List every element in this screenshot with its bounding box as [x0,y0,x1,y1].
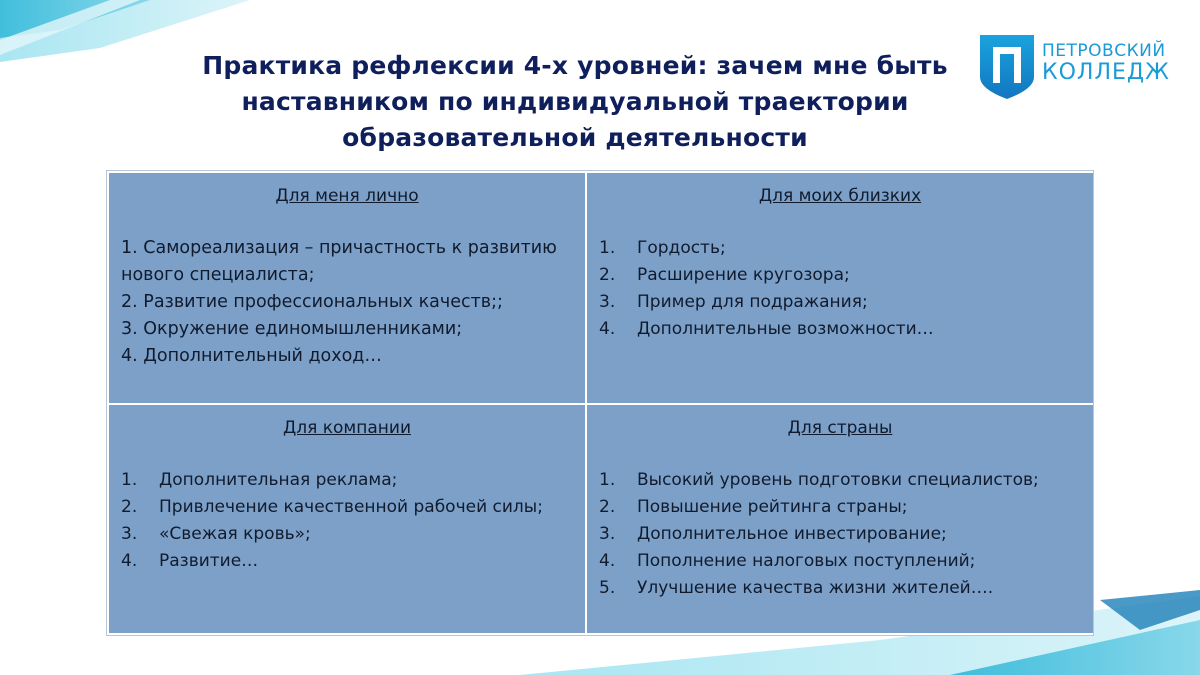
list-item: 2. Привлечение качественной рабочей силы; [121,497,543,517]
cell-personal [109,173,585,403]
family-list [599,235,1081,343]
country-list [599,467,1081,602]
cell-heading: Для меня лично [275,186,419,206]
list-item: 2. Повышение рейтинга страны; [599,497,908,517]
list-item: 1. Гордость; [599,238,726,258]
company-list [121,467,573,575]
list-item: 4. Дополнительные возможности… [599,319,934,339]
list-item: 2. Развитие профессиональных качеств;; [121,292,503,312]
list-item: 5. Улучшение качества жизни жителей…. [599,578,994,598]
list-item: 2. Расширение кругозора; [599,265,850,285]
title-line-2: наставником по индивидуальной траектории [241,87,909,116]
cell-heading: Для страны [787,418,893,438]
list-item: 3. Окружение единомышленниками; [121,319,463,339]
list-item: 4. Пополнение налоговых поступлений; [599,551,976,571]
shield-logo-icon [978,33,1036,101]
list-item: 4. Дополнительный доход… [121,346,382,366]
cell-company [109,405,585,633]
title-line-1: Практика рефлексии 4-х уровней: зачем мне быть [202,51,948,80]
reflection-table [106,170,1094,636]
list-item: 1. Дополнительная реклама; [121,470,398,490]
list-item: 1. Самореализация – причастность к развитию нового специалиста; [121,238,557,285]
list-item: 3. Дополнительное инвестирование; [599,524,947,544]
list-item: 1. Высокий уровень подготовки специалистов; [599,470,1039,490]
list-item: 3. «Свежая кровь»; [121,524,311,544]
title-line-3: образовательной деятельности [342,123,808,152]
page-title [150,48,1000,156]
list-item: 3. Пример для подражания; [599,292,868,312]
logo-line-2: КОЛЛЕДЖ [1042,60,1170,85]
logo-line-1: ПЕТРОВСКИЙ [1042,41,1166,61]
cell-heading: Для компании [282,418,411,438]
list-item: 4. Развитие… [121,551,259,571]
cell-family [587,173,1093,403]
college-logo [978,33,1168,103]
cell-country [587,405,1093,633]
personal-list [121,235,573,370]
cell-heading: Для моих близких [758,186,922,206]
logo-text [1042,41,1170,85]
